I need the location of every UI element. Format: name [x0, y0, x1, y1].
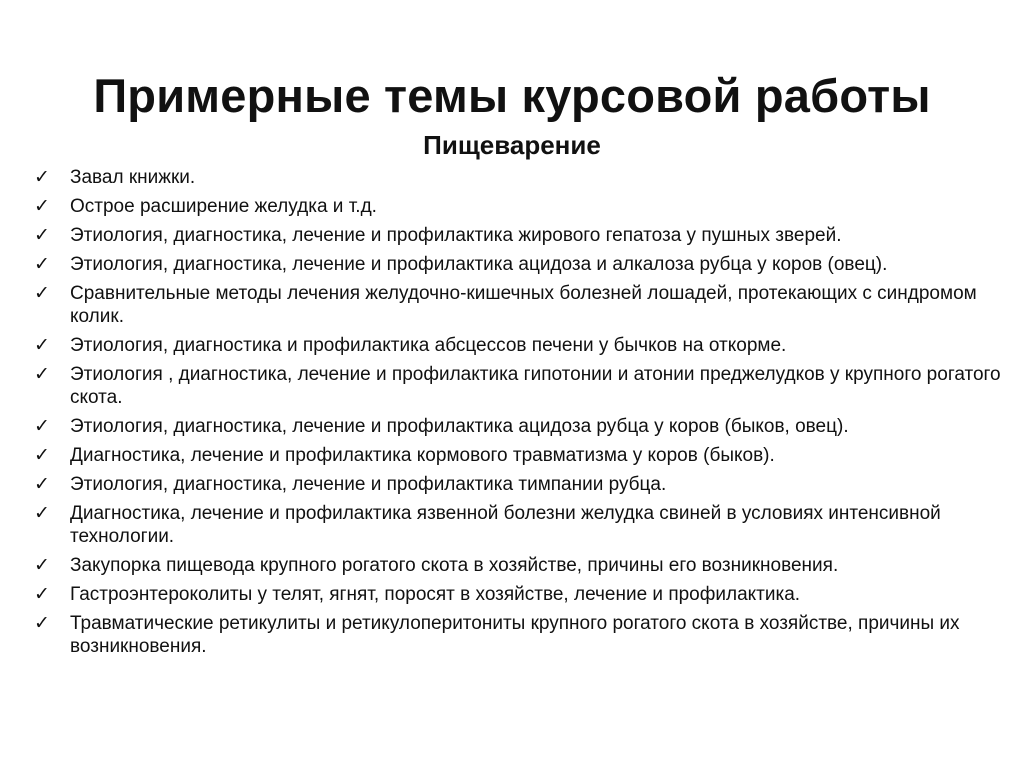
list-item: [34, 253, 1019, 276]
slide-title: Примерные темы курсовой работы: [93, 69, 931, 122]
checkmark-icon: ✓: [34, 502, 50, 524]
topic-text: Гастроэнтероколиты у телят, ягнят, поросят в хозяйстве, лечение и профилактика.: [70, 584, 801, 605]
topic-text: Этиология, диагностика, лечение и профилактика тимпании рубца.: [70, 474, 667, 495]
topic-text: Этиология , диагностика, лечение и профилактика гипотонии и атонии преджелудков у крупного рогатого скота.: [70, 364, 1001, 408]
list-item: [34, 554, 1019, 577]
list-item: [34, 334, 1019, 357]
checkmark-icon: ✓: [34, 583, 50, 605]
list-item: [34, 282, 1019, 328]
list-item: [34, 502, 1019, 548]
checkmark-icon: ✓: [34, 195, 50, 217]
topic-text: Этиология, диагностика, лечение и профилактика жирового гепатоза у пушных зверей.: [70, 225, 842, 246]
topic-text: Закупорка пищевода крупного рогатого скота в хозяйстве, причины его возникновения.: [70, 555, 839, 576]
list-item: [34, 583, 1019, 606]
list-item: [34, 224, 1019, 247]
topic-text: Диагностика, лечение и профилактика кормового травматизма у коров (быков).: [70, 445, 775, 466]
list-item: [34, 612, 1019, 658]
topic-text: Этиология, диагностика, лечение и профилактика ацидоза рубца у коров (быков, овец).: [70, 416, 849, 437]
list-item: [34, 444, 1019, 467]
checkmark-icon: ✓: [34, 554, 50, 576]
list-item: [34, 415, 1019, 438]
checkmark-icon: ✓: [34, 334, 50, 356]
checkmark-icon: ✓: [34, 473, 50, 495]
checkmark-icon: ✓: [34, 363, 50, 385]
topic-list: [34, 166, 1019, 664]
checkmark-icon: ✓: [34, 224, 50, 246]
checkmark-icon: ✓: [34, 166, 50, 188]
checkmark-icon: ✓: [34, 282, 50, 304]
slide-subtitle: Пищеварение: [423, 130, 601, 160]
topic-text: Этиология, диагностика и профилактика абсцессов печени у бычков на откорме.: [70, 335, 787, 356]
topic-text: Этиология, диагностика, лечение и профилактика ацидоза и алкалоза рубца у коров (овец).: [70, 254, 888, 275]
list-item: [34, 166, 1019, 189]
topic-text: Сравнительные методы лечения желудочно-кишечных болезней лошадей, протекающих с синдромом колик.: [70, 283, 977, 327]
topic-text: Завал книжки.: [70, 167, 196, 188]
checkmark-icon: ✓: [34, 415, 50, 437]
checkmark-icon: ✓: [34, 253, 50, 275]
topic-text: Травматические ретикулиты и ретикулоперитониты крупного рогатого скота в хозяйстве, причины их возникновения.: [70, 613, 960, 657]
list-item: [34, 363, 1019, 409]
topic-text: Острое расширение желудка и т.д.: [70, 196, 377, 217]
list-item: [34, 195, 1019, 218]
checkmark-icon: ✓: [34, 612, 50, 634]
list-item: [34, 473, 1019, 496]
topic-text: Диагностика, лечение и профилактика язвенной болезни желудка свиней в условиях интенсивной технологии.: [70, 503, 941, 547]
checkmark-icon: ✓: [34, 444, 50, 466]
